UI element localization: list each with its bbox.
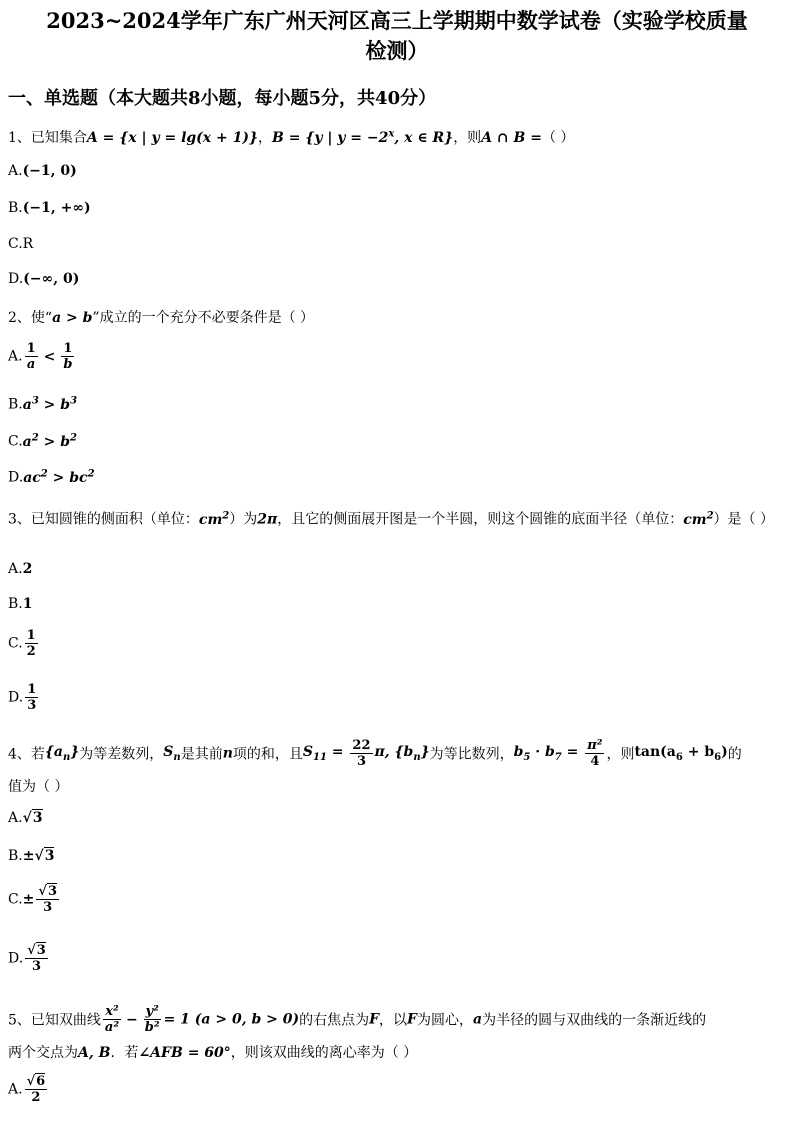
q2-option-c[interactable]: $C.a^2 > b^2$ — [8, 432, 77, 450]
q4-option-a[interactable]: A.√3 — [8, 810, 43, 826]
q1-text: ，则 — [453, 130, 482, 146]
q1-text: 1、已知集合 — [8, 130, 87, 146]
title-line-1: 2023~2024学年广东广州天河区高三上学期期中数学试卷（实验学校质量 — [46, 8, 748, 33]
q4-option-d[interactable]: D. $\frac{√3}{3}$ — [8, 943, 46, 974]
q3-option-c[interactable]: C. $\frac{1}{2}$ — [8, 628, 36, 659]
q4-option-c[interactable]: C.± $\frac{√3}{3}$ — [8, 884, 57, 915]
q1-option-a[interactable]: A.(−1, 0) — [8, 163, 77, 179]
question-5-stem: 5、已知双曲线 $\frac{\text{x²}}{\text{a²}}$ − $\frac{\text{y²}}{\text{b²}}$ = 1 (a > 0, b > 0)的右焦点为F，以F为圆心，a为半径的圆与双曲线的一条渐近线的 — [8, 1004, 707, 1035]
q3-option-b[interactable]: B.1 — [8, 596, 33, 612]
q2-option-b[interactable]: $B.a^3 > b^3$ — [8, 395, 78, 413]
question-2-stem: 2、使“a > b”成立的一个充分不必要条件是（ ） — [8, 310, 315, 326]
q1-option-c[interactable]: C.R — [8, 236, 34, 252]
q5-option-a[interactable]: A. $\frac{√6}{2}$ — [8, 1074, 46, 1105]
q4-option-b[interactable]: B.±√3 — [8, 848, 55, 864]
q1-option-b[interactable]: B.(−1, +∞) — [8, 200, 91, 216]
q1-set-a: A = {x | y = lg(x + 1)} — [86, 130, 258, 146]
page-title — [0, 6, 794, 66]
q3-option-d[interactable]: D. $\frac{1}{3}$ — [8, 682, 37, 713]
question-4-stem: 4、若$\{a_n\}$为等差数列，$S_n$是其前n项的和，且$S_{11}$ = $\frac{22}{3}$ π, $\{b_n\}$为等比数列，$b_5 \cdot b_7$ = $\frac{\text{π²}}{4}$ ，则$\tan(a_6 + b_6)$的 — [8, 738, 742, 769]
q1-answer-blank: （ ） — [541, 130, 575, 146]
q2-option-a[interactable]: A. $\frac{1}{a}$ < $\frac{1}{b}$ — [8, 341, 73, 372]
q1-set-b: B = {y | $y = -2^x$, x ∈ R} — [272, 128, 454, 146]
question-5-stem-cont: 两个交点为A, B．若∠AFB = 60°，则该双曲线的离心率为（ ） — [8, 1045, 418, 1061]
q1-intersection: A ∩ B = — [481, 130, 542, 146]
question-1-stem — [8, 127, 574, 147]
q1-option-d[interactable]: D.(−∞, 0) — [8, 271, 80, 287]
q1-text: ， — [258, 130, 272, 146]
question-4-stem-cont: 值为（ ） — [8, 779, 69, 795]
q3-option-a[interactable]: A.2 — [8, 561, 33, 577]
question-3-stem: 3、已知圆锥的侧面积（单位：$cm^2$）为2π，且它的侧面展开图是一个半圆，则这个圆锥的底面半径（单位：$cm^2$）是（ ） — [8, 510, 774, 528]
title-line-2: 检测） — [365, 38, 429, 63]
q2-option-d[interactable]: $D.ac^2 > bc^2$ — [8, 468, 95, 486]
section-heading: 一、单选题（本大题共8小题，每小题5分，共40分） — [8, 88, 437, 109]
